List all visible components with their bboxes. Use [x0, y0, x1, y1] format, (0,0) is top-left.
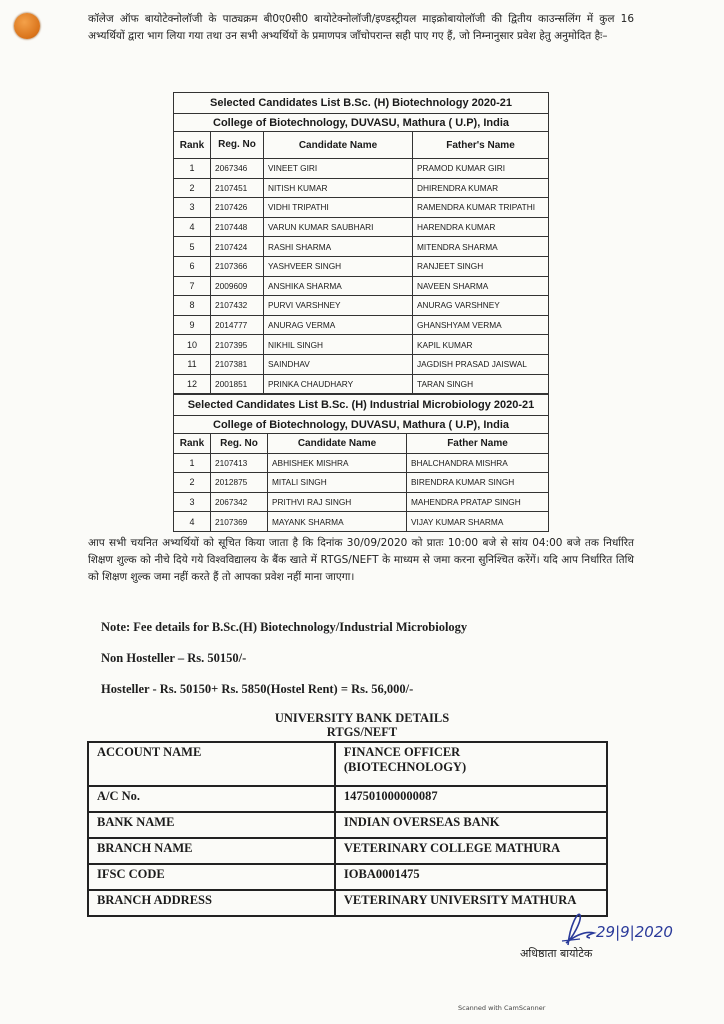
bank-row [88, 786, 607, 812]
rank-cell: 3 [174, 198, 211, 218]
reg-no-cell: 2107424 [211, 237, 264, 257]
table-row [174, 296, 549, 316]
microbiology-selection-table [173, 394, 549, 532]
bank-value: VETERINARY COLLEGE MATHURA [335, 838, 607, 864]
bank-value: 147501000000087 [335, 786, 607, 812]
father-name-cell: DHIRENDRA KUMAR [413, 178, 549, 198]
bank-details-heading: UNIVERSITY BANK DETAILS [274, 711, 450, 725]
reg-no-cell: 2014777 [211, 315, 264, 335]
non-hosteller-fee: Non Hosteller – Rs. 50150/- [101, 651, 247, 665]
rank-cell: 1 [174, 159, 211, 179]
punch-hole-icon [14, 13, 40, 39]
header-reg-no: Reg. No [211, 132, 264, 159]
biotech-table-header-row [174, 132, 549, 159]
header-rank: Rank [174, 434, 211, 454]
signatory-designation: अधिष्ठाता बायोटेक [520, 947, 593, 960]
father-name-cell: TARAN SINGH [413, 374, 549, 394]
candidate-name-cell: VARUN KUMAR SAUBHARI [264, 217, 413, 237]
rank-cell: 12 [174, 374, 211, 394]
reg-no-cell: 2107366 [211, 256, 264, 276]
bank-details-subheading: RTGS/NEFT [326, 725, 398, 739]
reg-no-cell: 2107381 [211, 354, 264, 374]
fee-note: Note: Fee details for B.Sc.(H) Biotechnology/Industrial Microbiology [101, 620, 468, 634]
reg-no-cell: 2107395 [211, 335, 264, 355]
table-row [174, 256, 549, 276]
rank-cell: 4 [174, 512, 211, 532]
bank-label: BANK NAME [88, 812, 335, 838]
bank-value [335, 742, 607, 786]
bank-row [88, 838, 607, 864]
signature-date: 29|9|2020 [596, 923, 673, 941]
biotech-selection-table [173, 92, 549, 394]
reg-no-cell: 2001851 [211, 374, 264, 394]
rank-cell: 2 [174, 473, 211, 493]
candidate-name-cell: YASHVEER SINGH [264, 256, 413, 276]
father-name-cell: BHALCHANDRA MISHRA [407, 453, 549, 473]
rank-cell: 11 [174, 354, 211, 374]
candidate-name-cell: RASHI SHARMA [264, 237, 413, 257]
biotech-table-title: Selected Candidates List B.Sc. (H) Biotechnology 2020-21 [174, 93, 549, 114]
father-name-cell: NAVEEN SHARMA [413, 276, 549, 296]
header-rank: Rank [174, 132, 211, 159]
candidate-name-cell: ANSHIKA SHARMA [264, 276, 413, 296]
father-name-cell: HARENDRA KUMAR [413, 217, 549, 237]
rank-cell: 4 [174, 217, 211, 237]
candidate-name-cell: PURVI VARSHNEY [264, 296, 413, 316]
rank-cell: 2 [174, 178, 211, 198]
bank-value: VETERINARY UNIVERSITY MATHURA [335, 890, 607, 916]
account-name-value: FINANCE OFFICER (BIOTECHNOLOGY) [343, 745, 467, 774]
rank-cell: 5 [174, 237, 211, 257]
table-row [174, 198, 549, 218]
header-father-name: Father's Name [413, 132, 549, 159]
table-row [174, 374, 549, 394]
candidate-name-cell: VINEET GIRI [264, 159, 413, 179]
father-name-cell: MITENDRA SHARMA [413, 237, 549, 257]
header-candidate-name: Candidate Name [264, 132, 413, 159]
reg-no-cell: 2009609 [211, 276, 264, 296]
candidate-name-cell: NITISH KUMAR [264, 178, 413, 198]
bank-label: ACCOUNT NAME [88, 742, 335, 786]
table-row [174, 354, 549, 374]
candidate-name-cell: PRINKA CHAUDHARY [264, 374, 413, 394]
father-name-cell: PRAMOD KUMAR GIRI [413, 159, 549, 179]
reg-no-cell: 2107451 [211, 178, 264, 198]
table-row [174, 276, 549, 296]
candidate-name-cell: ABHISHEK MISHRA [268, 453, 407, 473]
candidate-name-cell: NIKHIL SINGH [264, 335, 413, 355]
bank-label: IFSC CODE [88, 864, 335, 890]
father-name-cell: RANJEET SINGH [413, 256, 549, 276]
bank-row [88, 890, 607, 916]
father-name-cell: JAGDISH PRASAD JAISWAL [413, 354, 549, 374]
father-name-cell: RAMENDRA KUMAR TRIPATHI [413, 198, 549, 218]
father-name-cell: ANURAG VARSHNEY [413, 296, 549, 316]
table-row [174, 492, 549, 512]
hosteller-fee: Hosteller - Rs. 50150+ Rs. 5850(Hostel Rent) = Rs. 56,000/- [101, 682, 414, 696]
table-row [174, 512, 549, 532]
candidate-name-cell: SAINDHAV [264, 354, 413, 374]
reg-no-cell: 2107369 [211, 512, 268, 532]
bank-label: A/C No. [88, 786, 335, 812]
table-row [174, 453, 549, 473]
rank-cell: 1 [174, 453, 211, 473]
father-name-cell: MAHENDRA PRATAP SINGH [407, 492, 549, 512]
reg-no-cell: 2107426 [211, 198, 264, 218]
table-row [174, 335, 549, 355]
header-candidate-name: Candidate Name [268, 434, 407, 454]
table-row [174, 473, 549, 493]
rank-cell: 6 [174, 256, 211, 276]
father-name-cell: GHANSHYAM VERMA [413, 315, 549, 335]
reg-no-cell: 2067346 [211, 159, 264, 179]
bank-row [88, 812, 607, 838]
rank-cell: 9 [174, 315, 211, 335]
bank-value: INDIAN OVERSEAS BANK [335, 812, 607, 838]
table-row [174, 315, 549, 335]
bank-label: BRANCH NAME [88, 838, 335, 864]
scanner-footer: Scanned with CamScanner [458, 1004, 546, 1012]
fee-instructions-paragraph: आप सभी चयनित अभ्यर्थियों को सूचित किया जाता है कि दिनांक 30/09/2020 को प्रातः 10:00 बजे से सांय 04:00 बजे तक निर्धारित शिक्षण शुल्क को नीचे दिये गये विश्वविद्यालय के बैंक खाते में RTGS/NEFT के माध्यम से जमा करना सुनिश्चित करेंगें। यदि आप निर्धारित तिथि को शिक्षण शुल्क जमा नहीं करते हैं तो आपका प्रवेश नहीं माना जाएगा। [88, 537, 634, 583]
candidate-name-cell: MITALI SINGH [268, 473, 407, 493]
candidate-name-cell: ANURAG VERMA [264, 315, 413, 335]
intro-paragraph: कॉलेज ऑफ बायोटेक्नोलॉजी के पाठ्यक्रम बी0ए0सी0 बायोटेक्नोलॉजी/इण्डस्ट्रीयल माइक्रोबायोलॉजी की द्वितीय काउन्सलिंग में कुल 16 अभ्यर्थियों द्वारा भाग लिया गया तथा उन सभी अभ्यर्थियों के प्रमाणपत्र जाँचोपरान्त सही पाए गए हैं, जो निम्नानुसार प्रवेश हेतु अनुमोदित हैः– [88, 13, 634, 42]
reg-no-cell: 2107448 [211, 217, 264, 237]
bank-label: BRANCH ADDRESS [88, 890, 335, 916]
rank-cell: 10 [174, 335, 211, 355]
reg-no-cell: 2067342 [211, 492, 268, 512]
candidate-name-cell: PRITHVI RAJ SINGH [268, 492, 407, 512]
father-name-cell: VIJAY KUMAR SHARMA [407, 512, 549, 532]
table-row [174, 237, 549, 257]
bank-value: IOBA0001475 [335, 864, 607, 890]
micro-table-title: Selected Candidates List B.Sc. (H) Industrial Microbiology 2020-21 [174, 395, 549, 416]
micro-table-header-row [174, 434, 549, 454]
bank-row [88, 864, 607, 890]
bank-details-table [87, 741, 608, 917]
candidate-name-cell: MAYANK SHARMA [268, 512, 407, 532]
reg-no-cell: 2012875 [211, 473, 268, 493]
table-row [174, 178, 549, 198]
rank-cell: 7 [174, 276, 211, 296]
father-name-cell: BIRENDRA KUMAR SINGH [407, 473, 549, 493]
table-row [174, 217, 549, 237]
candidate-name-cell: VIDHI TRIPATHI [264, 198, 413, 218]
rank-cell: 3 [174, 492, 211, 512]
reg-no-cell: 2107432 [211, 296, 264, 316]
table-row [174, 159, 549, 179]
bank-row [88, 742, 607, 786]
reg-no-cell: 2107413 [211, 453, 268, 473]
micro-table-subtitle: College of Biotechnology, DUVASU, Mathura ( U.P), India [174, 416, 549, 434]
biotech-table-subtitle: College of Biotechnology, DUVASU, Mathura ( U.P), India [174, 114, 549, 132]
father-name-cell: KAPIL KUMAR [413, 335, 549, 355]
header-father-name: Father Name [407, 434, 549, 454]
header-reg-no: Reg. No [211, 434, 268, 454]
rank-cell: 8 [174, 296, 211, 316]
